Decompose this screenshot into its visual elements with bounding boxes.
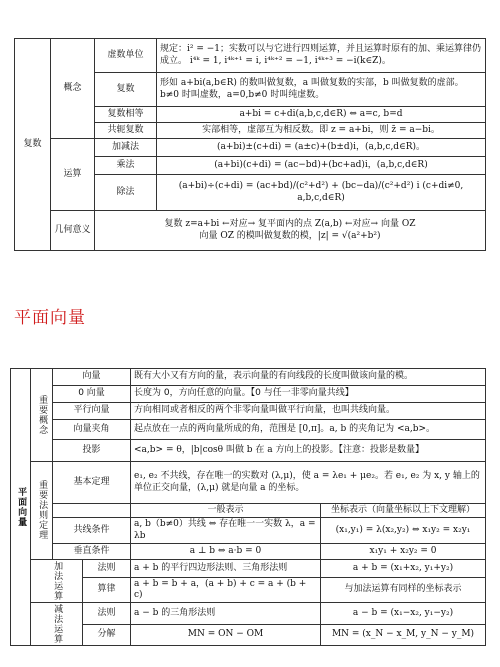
row-label-addsub: 加减法 [95,139,157,157]
add-law-label: 算律 [83,577,131,603]
collinear-coord: (x₁,y₁) = λ(x₂,y₂) ⇔ x₁y₂ = x₂y₁ [321,518,486,544]
row-content-equal: a+bi = c+di(a,b,c,d∈R) ⇔ a=c, b=d [157,107,486,123]
important-theorems-section: 重要法则定理 [31,462,53,560]
vector-category: 平面向量 [11,369,31,646]
row-label-equal: 复数相等 [95,107,157,123]
basic-theorem-label: 基本定理 [53,462,131,504]
sub-rule-label: 法则 [83,603,131,625]
row-content-conjugate: 实部相等，虚部互为相反数。即 z = a+bi，则 z̄ = a−bi。 [157,123,486,139]
header-blank [53,504,131,518]
header-coord: 坐标表示（向量坐标以上下文理解） [321,504,486,518]
sub-rule-general: a − b 的三角形法则 [131,603,321,625]
concept-label-vector: 向量 [53,369,131,386]
concept-label-projection: 投影 [53,440,131,462]
important-concepts-section: 重要概念 [31,369,53,462]
row-content-imag-unit: 规定：i² = −1；实数可以与它进行四则运算，并且运算时原有的加、乘运算律仍成立。 i⁴ᵏ = 1, i⁴ᵏ⁺¹ = i, i⁴ᵏ⁺² = −1, i⁴ᵏ⁺³ = −i(k∈Z)。 [157,39,486,73]
concept-content-projection: <a,b> = θ，|b|cosθ 叫做 b 在 a 方向上的投影。【注意：投影是数量】 [131,440,486,462]
row-label-complex: 复数 [95,73,157,107]
decompose-label: 分解 [83,624,131,646]
row-content-complex: 形如 a+bi(a,b∈R) 的数叫做复数，a 叫做复数的实部，b 叫做复数的虚部。b≠0 时叫虚数，a=0,b≠0 时叫纯虚数。 [157,73,486,107]
geometry-content [95,211,486,251]
section-title: 平面向量 [14,308,86,328]
row-label-conjugate: 共轭复数 [95,123,157,139]
concept-label-parallel: 平行向量 [53,403,131,420]
row-content-div: (a+bi)÷(c+di) = (ac+bd)/(c²+d²) + (bc−da)/(c²+d²) i (c+di≠0, a,b,c,d∈R) [157,175,486,211]
concept-section: 概念 [51,39,95,139]
row-label-mul: 乘法 [95,157,157,175]
complex-category: 复数 [15,39,51,251]
row-label-div: 除法 [95,175,157,211]
add-law-coord: 与加法运算有同样的坐标表示 [321,577,486,603]
perpendicular-coord: x₁y₁ + x₂y₂ = 0 [321,543,486,559]
decompose-general: MN = ON − OM [131,624,321,646]
perpendicular-general: a ⊥ b ⇔ a·b = 0 [131,543,321,559]
row-content-mul: (a+bi)(c+di) = (ac−bd)+(bc+ad)i，(a,b,c,d∈R) [157,157,486,175]
complex-table [14,38,486,251]
operation-section: 运算 [51,139,95,211]
row-label-imag-unit: 虚数单位 [95,39,157,73]
geometry-line-2: 向量 OZ 的模叫做复数的模，|z| = √(a²+b²) [199,230,381,241]
concept-content-angle: 起点放在一点的两向量所成的角，范围是 [0,π]。a, b 的夹角记为 <a,b>。 [131,420,486,440]
concept-content-parallel: 方向相同或者相反的两个非零向量叫做平行向量，也叫共线向量。 [131,403,486,420]
concept-label-angle: 向量夹角 [53,420,131,440]
add-rule-label: 法则 [83,559,131,577]
concept-content-vector: 既有大小又有方向的量，表示向量的有向线段的长度叫做该向量的模。 [131,369,486,386]
decompose-coord: MN = (x_N − x_M, y_N − y_M) [321,624,486,646]
add-rule-general: a + b 的平行四边形法则、三角形法则 [131,559,321,577]
concept-label-zero: 0 向量 [53,386,131,403]
sub-rule-coord: a − b = (x₁−x₂, y₁−y₂) [321,603,486,625]
collinear-general: a, b（b≠0）共线 ⇔ 存在唯一一实数 λ，a = λb [131,518,321,544]
header-general: 一般表示 [131,504,321,518]
vector-table [10,368,486,646]
addition-section: 加法运算 [31,559,83,603]
collinear-label: 共线条件 [53,518,131,544]
basic-theorem-content: e₁, e₂ 不共线，存在唯一的实数对 (λ,μ)，使 a = λe₁ + μe₂。若 e₁, e₂ 为 x, y 轴上的单位正交向量，(λ,μ) 就是向量 a 的坐标。 [131,462,486,504]
concept-content-zero: 长度为 0，方向任意的向量。【0 与任一非零向量共线】 [131,386,486,403]
add-law-general: a + b = b + a，(a + b) + c = a + (b + c) [131,577,321,603]
geometry-section: 几何意义 [51,211,95,251]
perpendicular-label: 垂直条件 [53,543,131,559]
subtraction-section: 减法运算 [31,603,83,646]
add-rule-coord: a + b = (x₁+x₂, y₁+y₂) [321,559,486,577]
geometry-line-1: 复数 z=a+bi ←对应→ 复平面内的点 Z(a,b) ←对应→ 向量 OZ [164,219,416,230]
row-content-addsub: (a+bi)±(c+di) = (a±c)+(b±d)i，(a,b,c,d∈R)。 [157,139,486,157]
